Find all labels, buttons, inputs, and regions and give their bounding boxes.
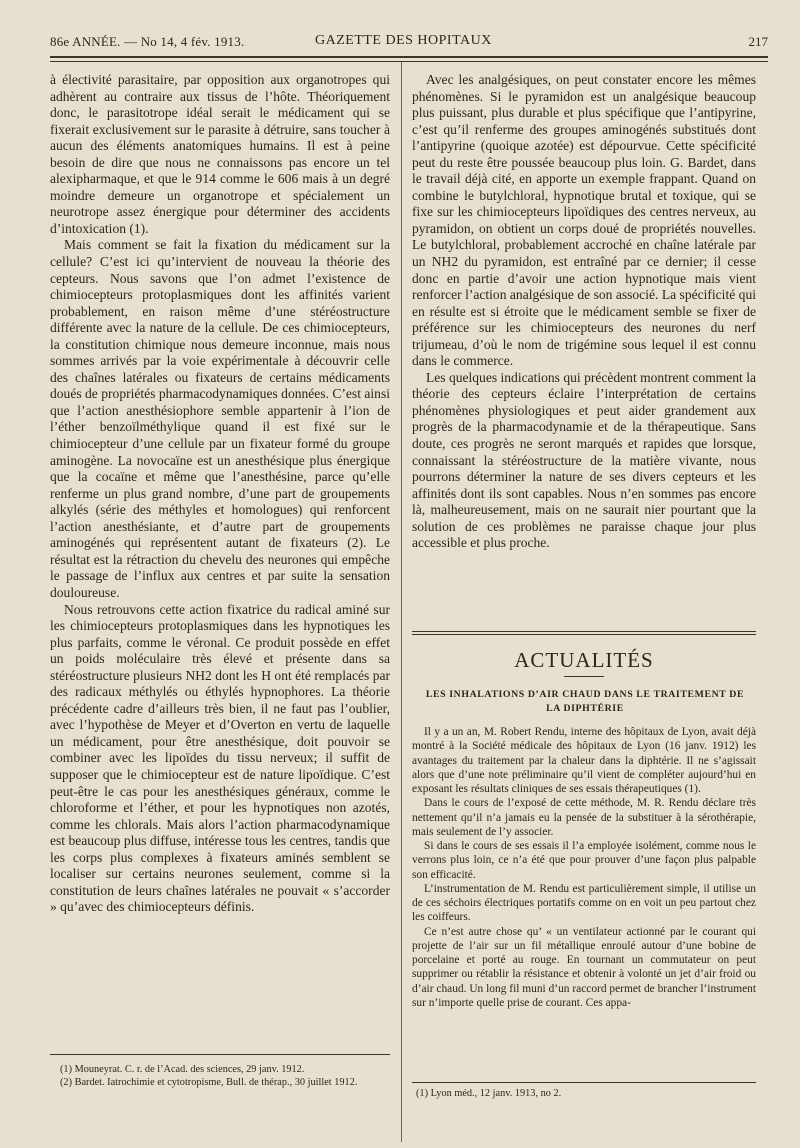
footnote: (2) Bardet. Iatrochimie et cytotropisme, Bull. de thérap., 30 juillet 1912.: [60, 1077, 358, 1088]
paragraph: Mais comment se fait la fixation du médicament sur la cellule? C’est ici qu’intervient de nouveau la théorie des cepteurs. Nous savons que l’on admet l’existence de chimiocepteurs protoplasmiques dont les affinités varient probablement, en raison même d’une stéréostructure différente avec la nature de la cellule. De ces chimiocepteurs, la constitution chimique nous demeure inconnue, mais nous sommes arrivés par la voie expérimentale à découvrir celle des chaînes latérales ou fixateurs de certains médicaments doués de propriétés pharmacodynamiques données. C’est ainsi que l’action anesthésiophore semble appartenir à l’ion de l’éther benzoïlméthylique quand il est fixé sur le chimiocepteur d’une cellule par un fixateur formé du groupe aminogène. La novocaïne est un anesthésique plus énergique que la cocaïne et même que l’anesthésine, parce qu’elle renferme un plus grand nombre, d’une part de groupements alkylés (série des méthyles et homologues) qui renforcent l’action anesthésiante, et d’autre part de groupements aminogénés qui représentent autant de fixateurs (2). Le résultat est la rétraction du chevelu des neurones qui empêche le passage de l’influx aux centres et par suite la sensation douloureuse.: [50, 237, 390, 600]
paragraph: Les quelques indications qui précèdent montrent comment la théorie des cepteurs éclaire l’interprétation de certains phénomènes physiologiques et peut aider grandement aux progrès de la pharmacodynamie et de la thérapeutique. Sans doute, ces progrès ne seront marqués et rapides que lorsque, connaissant la stéréostructure de la matière vivante, nous pourrons déterminer la nature de ses divers cepteurs et les affinités dont ils sont capables. Nous n’en sommes pas encore là, malheureusement, mais on ne saurait nier pourtant que la solution de ces problèmes ne paraisse chaque jour plus accessible et plus proche.: [412, 369, 756, 551]
left-column: [50, 72, 390, 916]
paragraph: Dans le cours de l’exposé de cette méthode, M. R. Rendu déclare très nettement qu’il n’a jamais eu la pensée de la substituer à la sérothérapie, mais seulement de l’y associer.: [412, 797, 756, 838]
footnote-rule: [50, 1054, 390, 1055]
section-rule: [412, 631, 756, 635]
right-footnote: [412, 1082, 756, 1100]
article-subtitle: LES INHALATIONS D’AIR CHAUD DANS LE TRAITEMENT DE LA DIPHTÉRIE: [425, 689, 745, 714]
paragraph: à électivité parasitaire, par opposition aux organotropes qui adhèrent au contraire aux tissus de l’hôte. Théoriquement donc, le parasitotrope idéal serait le médicament qui se fixerait exclusivement sur le parasite à détruire, sans toucher à aucun des éléments anatomiques humains. Il est à peine besoin de dire que nous ne connaissons pas encore un tel alexipharmaque, et que le 914 comme le 606 mais à un degré moindre demeure un organotrope et spécialement un neurotrope assez énergique pour déterminer des accidents d’intoxication (1).: [50, 72, 390, 236]
right-column: [412, 72, 756, 552]
issue-info: 86e ANNÉE. — No 14, 4 fév. 1913.: [50, 34, 245, 49]
paragraph: Si dans le cours de ses essais il l’a employée isolément, comme nous le verrons plus loin, ce n’a été que pour prouver d’une façon plus palpable son efficacité.: [412, 840, 756, 881]
column-divider: [401, 62, 402, 1142]
journal-title: GAZETTE DES HOPITAUX: [315, 33, 492, 48]
article-body: [412, 725, 756, 1010]
paragraph: Nous retrouvons cette action fixatrice du radical aminé sur les chimiocepteurs protoplasmiques dans les hypnotiques les plus parfaits, comme le véronal. Ce produit possède en effet un poids moléculaire très élevé et présente dans sa stéréostructure plusieurs NH2 dont les H ont été remplacés par des radicaux méthylés ou éthylés hypnophores. La théorie précédente cadre d’ailleurs très bien, il ne faut pas l’oublier, avec l’hypothèse de Meyer et d’Overton en vertu de laquelle un médicament, pour être anesthésique, doit pouvoir se combiner avec les lipoïdes du tissu nerveux; il suffit de supposer que le chimiocepteur est de nature lipoïdique. C’est peut-être le cas pour les anesthésiques généraux, comme le chloroforme et l’éther, et pour les hypnotiques non azotés, comme les chlorals. Mais alors l’action pharmacodynamique est beaucoup plus diffuse, intéresse tous les centres, tandis que les corps plus complexes à fixateurs aminés semblent se localiser sur certains neurones seulement, comme si la constitution de leurs chaînes latérales ne pouvait « s’accorder » qu’avec des chimiocepteurs définis.: [50, 601, 390, 915]
section-title: ACTUALITÉS: [514, 648, 654, 672]
footnote: (1) Mouneyrat. C. r. de l’Acad. des sciences, 29 janv. 1912.: [60, 1064, 305, 1075]
title-dash: [564, 676, 604, 677]
paragraph: Ce n’est autre chose qu’ « un ventilateur actionné par le courant qui projette de l’air sur un fil métallique enroulé autour d’une bobine de porcelaine et porté au rouge. En tournant un commutateur on peut supprimer ou rétablir la résistance et obtenir à volonté un jet d’air froid ou d’air chaud. Un long fil muni d’un raccord permet de brancher l’instrument sur n’importe quelle prise de courant. Ces appa-: [412, 925, 756, 1009]
page-header: [50, 30, 768, 52]
paragraph: Il y a un an, M. Robert Rendu, interne des hôpitaux de Lyon, avait déjà montré à la Société médicale des hôpitaux de Lyon (16 janv. 1912) les avantages du traitement par la chaleur dans la diphtérie. Il ne s’agissait alors que d’une note préliminaire qu’il vient de compléter aujourd’hui en exposant les résultats cliniques de ses essais thérapeutiques (1).: [412, 726, 756, 795]
footnote-rule: [412, 1082, 756, 1083]
paragraph: L’instrumentation de M. Rendu est particulièrement simple, il utilise un de ces séchoirs électriques portatifs comme on en voit un peu partout chez les coiffeurs.: [412, 882, 756, 924]
footnote: (1) Lyon méd., 12 janv. 1913, no 2.: [416, 1088, 562, 1099]
header-rule: [50, 56, 768, 62]
page-number: 217: [748, 34, 768, 49]
paragraph: Avec les analgésiques, on peut constater encore les mêmes phénomènes. Si le pyramidon est un analgésique beaucoup plus puissant, plus durable et plus spécifique que l’antipyrine, c’est qu’il renferme des groupes aminogénés substitués dont l’antipyrine (quoique azotée) est dépourvue. Cette spécificité peut du reste être poussée beaucoup plus loin. G. Bardet, dans le travail déjà cité, en apporte un exemple frappant. Quand on combine le butylchloral, hypnotique brutal et toxique, qui se fixe sur les chimiocepteurs lipoïdiques des centres nerveux, au pyramidon, on obtient un corps doué de propriétés nouvelles. Le butylchloral, probablement accroché en chaîne latérale par un NH2 du pyramidon, est entraîné par ce dernier; il cesse donc en partie d’avoir une action hypnotique mais vient renforcer l’action analgésique de son associé. La spécificité qui en résulte est si étroite que le médicament semble se fixer de préférence sur les chimiocepteurs des neurones du nerf trijumeau, d’où le nom de trigémine sous lequel il est connu dans le commerce.: [412, 72, 756, 369]
left-footnotes: [50, 1054, 390, 1089]
